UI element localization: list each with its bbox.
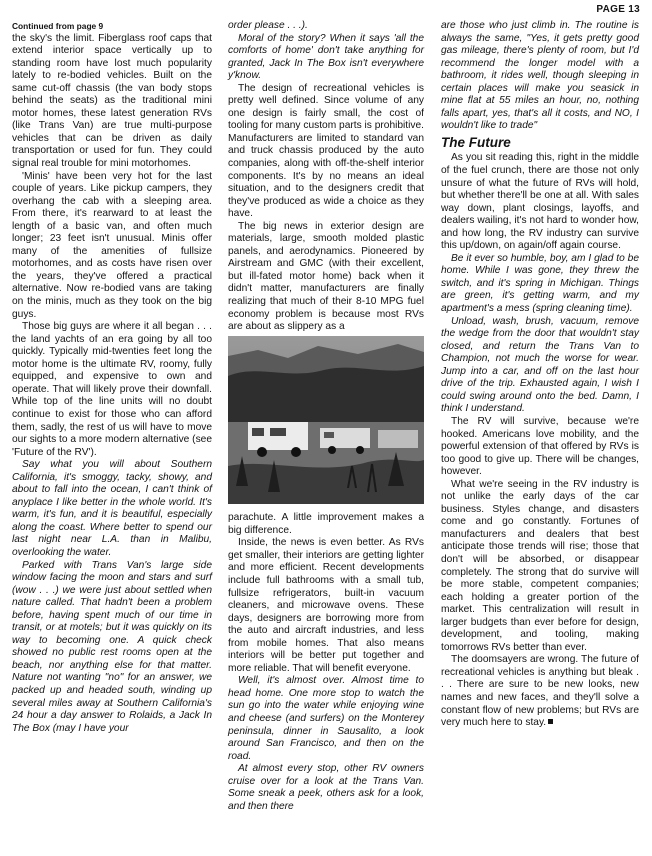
paragraph: What we're seeing in the RV industry is not unlike the early days of the car business. Styles change, and disasters come and go constantly. Fortunes of manufacturers and dealers that best anticipate those trends will rise; those that don't will be absorbed, or disappear completely. The strong that do survive will be more stable, competent companies; each holding a greater portion of the market. This centralization will result in larger budgets than ever before for design, development, and tooling, making tomorrows RVs better than ever. (441, 478, 639, 653)
paragraph: Say what you will about Southern California, it's smoggy, tacky, showy, and about to fall into the ocean, I can't think of anyplace I like better in the whole world. It's warm, it's fun, and it is beautiful, especially along the coast. Where better to spend our last night near L.A. than in Malibu, overlooking the water. (12, 459, 212, 558)
paragraph: Unload, wash, brush, vacuum, remove the wedge from the door that wouldn't stay closed, and return the Trans Van to Champion, not much the worse for wear. Jump into a car, and off on the last hour drive of the trip. Exhausted again, I wish I could swing around onto the bed. Damn, I think I understand. (441, 315, 639, 415)
column-3-bottom (441, 152, 639, 729)
paragraph: Inside, the news is even better. As RVs get smaller, their interiors are getting lighter and more efficient. Recent developments include full bathrooms with a small tub, fullsize refrigerators, built-in vacuum cleaners, and microwave ovens. These days, designers are borrowing more from the auto and aircraft industries, and less from mobile homes. That also means interiors will be better put together and more reliable. That will benefit everyone. (228, 537, 424, 674)
paragraph: At almost every stop, other RV owners cruise over for a look at the Trans Van. Some sneak a peek, others ask for a look, and then there (228, 763, 424, 812)
paragraph: Parked with Trans Van's large side window facing the moon and stars and surf (wow . . .) we were just about settled when nature called. That hadn't been a problem before, having spent much of our time in transit, or at motels; but it was quickly on its way to becoming one. A quick check showed no public rest rooms open at the beach, nor anything else for that matter. Nature not wanting "no" for an answer, we packed up and headed south, winding up several miles away at Southern California's 24 hour a day answer to Rolaids, a Jack In The Box (may I have your (12, 559, 212, 734)
paragraph: order please . . .). (228, 20, 308, 31)
rv-campsite-photo (228, 336, 424, 504)
paragraph: are those who just climb in. The routine is always the same, "Yes, it gets pretty good gas mileage, there's plenty of room, but I'd recommend the longer model with a bathroom, it rides well, though sleeping in certain places will make you seasick in mine flat at 55 miles an hour, no, nothing falls apart, yes, that's all it costs, and NO, I wouldn't like to trade" (441, 20, 639, 132)
paragraph: Be it ever so humble, boy, am I glad to be home. While I was gone, they threw the switch, and it's spring in Michigan. Things are green, it's getting warm, and my apartment's a mess (spring cleaning time). (441, 252, 639, 315)
column-3 (441, 20, 639, 730)
column-3-top (441, 20, 639, 133)
paragraph: As you sit reading this, right in the middle of the fuel crunch, there are those not only unsure of what the future of RVs will hold, but whether there'll be one at all. With sales way down, plant closings, layoffs, and dealers wailing, it's not hard to wonder how, and how long, the RV industry can survive this up/down, on again/off again course. (441, 152, 639, 252)
section-heading-the-future: The Future (441, 134, 511, 150)
paragraph: The big news in exterior design are materials, large, smooth molded plastic panels, and aerodynamics. Pioneered by Airstream and GMC (with their excellent, but ill-fated motor home) back when it didn't matter, manufacturers are finally realizing that much of their 8-10 MPG fuel economy problem is because most RVs are about as slippery as a (228, 220, 424, 333)
paragraph: The design of recreational vehicles is pretty well defined. Since volume of any one design is fairly small, the cost of tooling for many custom parts is prohibitive. Manufacturers are limited to standard van and truck chassis produced by the auto companies, along with off-the-shelf interior components. It's by no means an ideal situation, and to the designers credit that they've produced as wide a choice as they have. (228, 82, 424, 220)
paragraph: 'Minis' have been very hot for the last couple of years. Like pickup campers, they overhang the cab with a sleeping area. From there, it's rearward to at least the length of a basic van, and often much longer; 23 feet isn't unusual. Minis offer many of the amenities of fullsize motorhomes, and as costs have risen over the years, they've offered a practical alternative. Now re-bodied vans are taking on the minis, much as they took on the big guys. (12, 170, 212, 320)
end-mark-icon (548, 719, 553, 724)
page-number: PAGE 13 (596, 4, 640, 15)
paragraph: Those big guys are where it all began . . . the land yachts of an era going by all too quickly. Typically mid-twenties feet long the motor home is the ultimate RV, roomy, fully equipped, and expensive to own and operate. That will likely prove their downfall. While top of the line units will no doubt continue to exist for those who can afford them, sadly, the rest of us will have to move our sights to a more modern alternative (see 'Future of the RV'). (12, 321, 212, 458)
paragraph: The doomsayers are wrong. The future of recreational vehicles is anything but bleak . . . There are sure to be new looks, new names and new faces, and they'll solve a constant flow of new problems; but RVs are very much here to stay. (441, 654, 639, 729)
paragraph: Well, it's almost over. Almost time to head home. One more stop to watch the sun go into the water while enjoying wine and cheese (and surfers) on the Monterey peninsula, dinner in Sausalito, a look around San Francisco, and then on the road. (228, 675, 424, 762)
continued-label: Continued from page 9 (12, 21, 104, 31)
paragraph: parachute. A little improvement makes a big difference. (228, 512, 424, 536)
paragraph: the sky's the limit. Fiberglass roof caps that extend interior space vertically up to standing room have lost much popularity lately to re-bodied vehicles. Built on the same cut-off chassis (the van body stops behind the seats) as the traditional mini motor homes, these latest generation RVs (like Trans Van) are true multi-purpose vehicles that can be driven as daily transportation or used for fun. They could signal real trouble for mini motorhomes. (12, 32, 212, 170)
column-2-top (228, 20, 424, 334)
column-1-body (12, 33, 212, 736)
column-2-bottom (228, 512, 424, 813)
column-1 (12, 20, 212, 735)
column-2 (228, 20, 424, 813)
paragraph: Moral of the story? When it says 'all the comforts of home' don't take anything for granted, Jack In The Box isn't everywhere y'know. (228, 32, 424, 82)
paragraph: The RV will survive, because we're hooked. Americans love mobility, and the powerful extension of that offered by RVs is too good to give up. There will be changes, however. (441, 415, 639, 478)
